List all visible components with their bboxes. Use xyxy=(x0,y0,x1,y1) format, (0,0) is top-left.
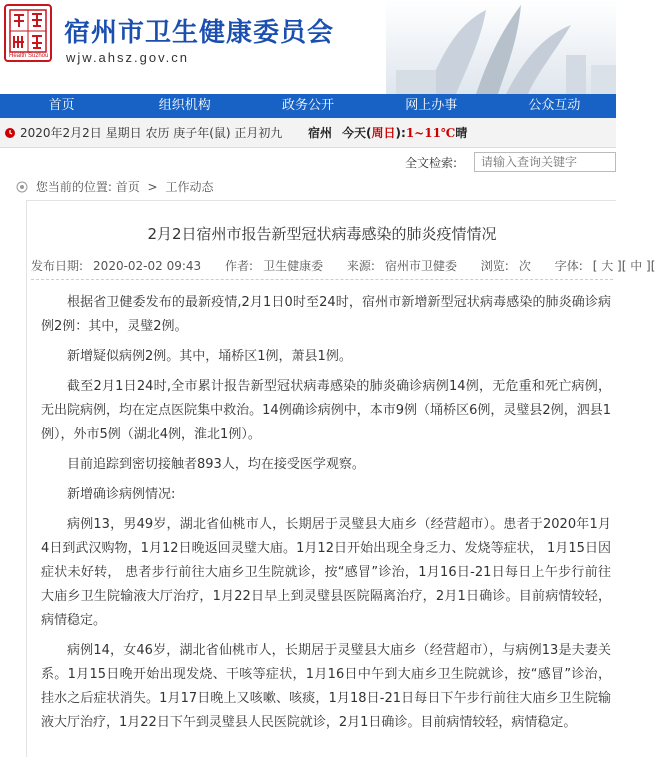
source-label: 来源: xyxy=(346,259,375,273)
publish-date-label: 发布日期: xyxy=(31,259,84,273)
breadcrumb-home-link[interactable]: 首页 xyxy=(115,180,140,194)
meta-divider xyxy=(31,279,613,280)
font-size-control xyxy=(555,259,656,273)
views-label: 浏览: xyxy=(480,259,509,273)
article xyxy=(26,200,656,757)
nav-item-home[interactable]: 首页 xyxy=(48,98,75,113)
clock-icon xyxy=(4,127,16,139)
publish-date xyxy=(31,259,211,273)
article-paragraph: 病例13，男49岁，湖北省仙桃市人，长期居于灵璧县大庙乡（经营超市）。患者于2020年1月4日到武汉购物，1月12日晚返回灵璧大庙。1月12日开始出现全身乏力、发烧等症状， 1月15日因症状未好转， 患者步行前往大庙乡卫生院就诊，按“感冒”诊治，1月16日-21日每日上午步行前往大庙乡卫生院输液大厅治疗，1月22日早上到灵璧县医院隔离治疗，2月1日确诊。目前病情较轻，病情稳定。 xyxy=(41,517,611,628)
health-suzhou-seal-icon xyxy=(9,9,47,53)
site-title[interactable]: 宿州市卫生健康委员会 xyxy=(64,18,335,48)
article-title: 2月2日宿州市报告新型冠状病毒感染的肺炎疫情情况 xyxy=(147,225,497,243)
font-small-button[interactable]: [ xyxy=(650,259,656,273)
weather-city: 宿州 xyxy=(308,126,333,140)
info-bar xyxy=(0,118,616,148)
weather-today-suffix: ): xyxy=(395,126,406,140)
search-input[interactable] xyxy=(474,152,616,172)
weather-today-prefix: 今天( xyxy=(342,126,372,140)
weather-temp: 1~11℃ xyxy=(405,126,456,140)
views-value: 次 xyxy=(518,259,531,273)
weather-weekday: 周日 xyxy=(371,126,396,140)
views xyxy=(481,259,541,273)
weather-info xyxy=(308,118,467,148)
search-label: 全文检索: xyxy=(405,156,458,170)
breadcrumb-separator: > xyxy=(147,180,158,194)
weather-condition: 晴 xyxy=(455,126,468,140)
font-medium-button[interactable]: [ 中 ] xyxy=(621,259,651,273)
article-paragraph: 根据省卫健委发布的最新疫情,2月1日0时至24时，宿州市新增新型冠状病毒感染的肺炎确诊病例2例：其中，灵璧2例。 xyxy=(41,295,611,334)
nav-item-organization[interactable]: 组织机构 xyxy=(158,98,211,113)
breadcrumb-section-link[interactable]: 工作动态 xyxy=(165,180,214,194)
article-paragraph: 病例14，女46岁，湖北省仙桃市人，长期居于灵璧县大庙乡（经营超市），与病例13是夫妻关系。1月15日晚开始出现发烧、干咳等症状，1月16日中午到大庙乡卫生院就诊，按“感冒”诊治，挂水之后症状消失。1月17日晚上又咳嗽、咳痰，1月18日-21日每日下午步行前往大庙乡卫生院输液大厅治疗，1月22日下午到灵璧县人民医院就诊，2月1日确诊。目前病情较轻，病情稳定。 xyxy=(41,643,611,730)
main-nav xyxy=(0,94,616,118)
location-icon xyxy=(16,181,28,193)
city-skyline-icon xyxy=(386,0,616,94)
logo-subtitle: Health Suzhou xyxy=(9,53,49,59)
breadcrumb-prefix: 您当前的位置: xyxy=(35,180,112,194)
font-large-button[interactable]: [ 大 ] xyxy=(592,259,622,273)
breadcrumb xyxy=(16,176,616,198)
author-value: 卫生健康委 xyxy=(263,259,324,273)
site-url: wjw.ahsz.gov.cn xyxy=(66,50,189,65)
current-date: 2020年2月2日 星期日 农历 庚子年(鼠) 正月初九 xyxy=(20,126,283,140)
nav-item-government-affairs[interactable]: 政务公开 xyxy=(282,98,335,113)
search-bar xyxy=(0,149,616,175)
font-size-label: 字体: xyxy=(554,259,583,273)
author-label: 作者: xyxy=(225,259,254,273)
source-value: 宿州市卫健委 xyxy=(384,259,457,273)
article-meta xyxy=(31,257,656,274)
site-logo[interactable] xyxy=(4,4,52,62)
nav-item-public-interaction[interactable]: 公众互动 xyxy=(528,98,581,113)
article-content xyxy=(41,291,611,741)
article-paragraph: 截至2月1日24时,全市累计报告新型冠状病毒感染的肺炎确诊病例14例，无危重和死亡病例，无出院病例，均在定点医院集中救治。14例确诊病例中，本市9例（埇桥区6例，灵璧县2例，泗县1例），外市5例（湖北4例，淮北1例）。 xyxy=(41,379,611,442)
article-paragraph: 目前追踪到密切接触者893人，均在接受医学观察。 xyxy=(67,457,365,472)
author xyxy=(225,259,333,273)
article-paragraph: 新增确诊病例情况: xyxy=(67,487,176,502)
publish-date-value: 2020-02-02 09:43 xyxy=(93,259,202,273)
source xyxy=(347,259,467,273)
nav-item-online-services[interactable]: 网上办事 xyxy=(405,98,458,113)
article-paragraph: 新增疑似病例2例。其中，埇桥区1例，萧县1例。 xyxy=(67,349,352,364)
site-header xyxy=(0,0,616,94)
